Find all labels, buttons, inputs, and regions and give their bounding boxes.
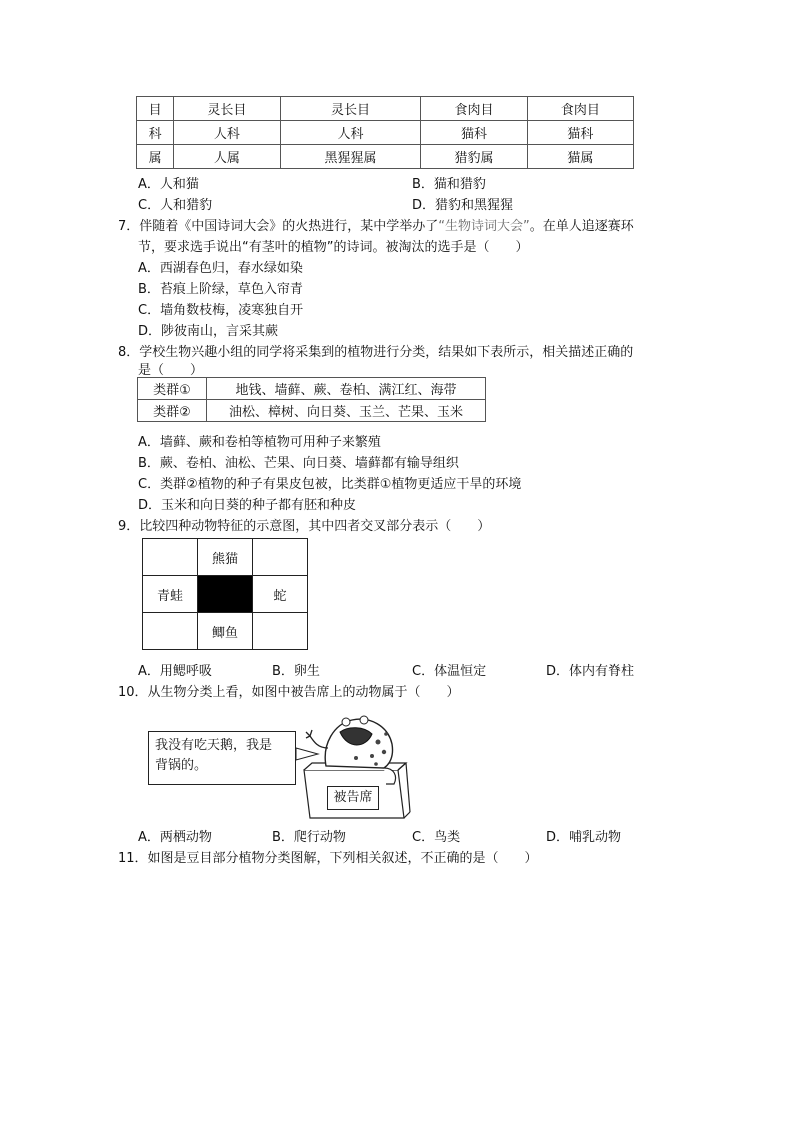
table-cell: 属 <box>137 145 174 169</box>
classification-table <box>136 96 634 169</box>
diagram-label-panda: 熊猫 <box>198 539 253 576</box>
table-cell: 灵长目 <box>280 97 421 121</box>
toad-arm <box>306 730 328 748</box>
table-cell: 类群② <box>138 400 207 422</box>
table-cell: 地钱、墙藓、蕨、卷柏、满江红、海带 <box>207 378 486 400</box>
q9-option-b[interactable]: B．卵生 <box>272 664 320 679</box>
defendant-seat-sign: 被告席 <box>327 786 379 810</box>
q7-option-d[interactable]: D．陟彼南山，言采其蕨 <box>138 324 279 339</box>
speech-pointer <box>296 748 318 760</box>
table-cell: 类群① <box>138 378 207 400</box>
table-row <box>137 121 634 145</box>
table-cell: 灵长目 <box>174 97 280 121</box>
q8-stem-line2: 是（ ） <box>138 363 204 378</box>
diagram-cell <box>253 613 308 650</box>
q7-stem-post: 。在单人追逐赛环 <box>529 219 634 234</box>
table-row <box>138 378 486 400</box>
q7-stem-quote: “生物诗词大会” <box>438 219 530 234</box>
table-row <box>137 97 634 121</box>
q10-option-d[interactable]: D．哺乳动物 <box>546 830 622 845</box>
table-cell: 科 <box>137 121 174 145</box>
diagram-cell <box>143 613 198 650</box>
q10-option-c[interactable]: C．鸟类 <box>412 830 461 845</box>
table-cell: 猫科 <box>421 121 527 145</box>
table-row <box>138 400 486 422</box>
q7-option-a[interactable]: A．西湖春色归，春水绿如染 <box>138 261 303 276</box>
diagram-label-frog: 青蛙 <box>143 576 198 613</box>
speech-bubble-line2: 背锅的。 <box>155 758 208 773</box>
diagram-label-snake: 蛇 <box>253 576 308 613</box>
q11-stem: 11．如图是豆目部分植物分类图解，下列相关叙述，不正确的是（ ） <box>118 851 538 866</box>
table-cell: 黑猩猩属 <box>280 145 421 169</box>
q9-option-a[interactable]: A．用鳃呼吸 <box>138 664 212 679</box>
q8-option-a[interactable]: A．墙藓、蕨和卷柏等植物可用种子来繁殖 <box>138 435 381 450</box>
q8-option-c[interactable]: C．类群②植物的种子有果皮包被，比类群①植物更适应干旱的环境 <box>138 477 522 492</box>
q7-stem-pre: 7．伴随着《中国诗词大会》的火热进行，某中学举办了 <box>118 219 439 234</box>
speech-bubble-line1: 我没有吃天鹅，我是 <box>155 738 273 753</box>
q6-option-d[interactable]: D．猎豹和黑猩猩 <box>412 198 514 213</box>
q7-option-c[interactable]: C．墙角数枝梅，凌寒独自开 <box>138 303 304 318</box>
table-cell: 人属 <box>174 145 280 169</box>
q9-stem: 9．比较四种动物特征的示意图，其中四者交叉部分表示（ ） <box>118 519 491 534</box>
table-cell: 目 <box>137 97 174 121</box>
q10-option-b[interactable]: B．爬行动物 <box>272 830 346 845</box>
q8-stem-line1: 8．学校生物兴趣小组的同学将采集到的植物进行分类，结果如下表所示，相关描述正确的 <box>118 345 634 360</box>
q8-option-b[interactable]: B．蕨、卷柏、油松、芒果、向日葵、墙藓都有输导组织 <box>138 456 459 471</box>
table-cell: 油松、樟树、向日葵、玉兰、芒果、玉米 <box>207 400 486 422</box>
q7-stem-line1 <box>118 215 634 234</box>
q9-option-d[interactable]: D．体内有脊柱 <box>546 664 635 679</box>
q7-stem-line2: 节，要求选手说出“有茎叶的植物”的诗词。被淘汰的选手是（ ） <box>138 240 529 255</box>
q6-option-c[interactable]: C．人和猎豹 <box>138 198 213 213</box>
q8-option-d[interactable]: D．玉米和向日葵的种子都有胚和种皮 <box>138 498 357 513</box>
diagram-intersection <box>198 576 253 613</box>
table-cell: 食肉目 <box>421 97 527 121</box>
table-cell: 食肉目 <box>527 97 633 121</box>
table-cell: 猫属 <box>527 145 633 169</box>
diagram-cell <box>253 539 308 576</box>
table-cell: 猫科 <box>527 121 633 145</box>
q9-option-c[interactable]: C．体温恒定 <box>412 664 487 679</box>
plant-group-table <box>137 377 486 422</box>
diagram-label-carp: 鲫鱼 <box>198 613 253 650</box>
table-row <box>137 145 634 169</box>
speech-bubble <box>148 731 296 785</box>
table-cell: 人科 <box>280 121 421 145</box>
table-cell: 人科 <box>174 121 280 145</box>
diagram-cell <box>143 539 198 576</box>
q6-option-b[interactable]: B．猫和猎豹 <box>412 177 486 192</box>
q10-option-a[interactable]: A．两栖动物 <box>138 830 212 845</box>
q6-option-a[interactable]: A．人和猫 <box>138 177 199 192</box>
q10-stem: 10．从生物分类上看，如图中被告席上的动物属于（ ） <box>118 685 460 700</box>
q7-option-b[interactable]: B．苔痕上阶绿，草色入帘青 <box>138 282 303 297</box>
animal-feature-diagram <box>142 538 308 650</box>
table-cell: 猎豹属 <box>421 145 527 169</box>
